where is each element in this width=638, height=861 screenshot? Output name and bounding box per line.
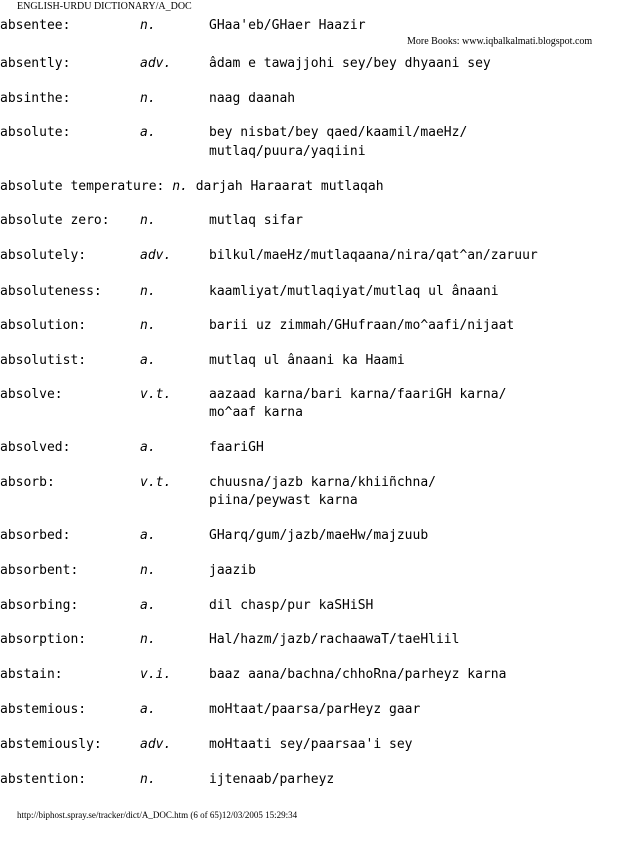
entry-pos: n.	[140, 772, 156, 787]
entry-word: absolute temperature:	[0, 179, 165, 194]
entry-word: absinthe:	[0, 91, 71, 106]
entry-pos: n.	[140, 563, 156, 578]
entry-definition: mutlaq ul ânaani ka Haami	[209, 353, 405, 368]
entry-definition-continued: mo^aaf karna	[209, 405, 303, 420]
entry-pos: n.	[140, 91, 156, 106]
entry-word: abstemious:	[0, 702, 87, 717]
entry-pos: adv.	[140, 56, 172, 71]
entry-word: absolutist:	[0, 353, 87, 368]
entry-definition: kaamliyat/mutlaqiyat/mutlaq ul ânaani	[209, 284, 499, 299]
entry-definition: mutlaq sifar	[209, 213, 303, 228]
entry-definition-continued: piina/peywast karna	[209, 493, 358, 508]
page-footer-url: http://biphost.spray.se/tracker/dict/A_DOC.htm (6 of 65)12/03/2005 15:29:34	[17, 810, 298, 820]
entry-pos: adv.	[140, 248, 172, 263]
entry-definition: bilkul/maeHz/mutlaqaana/nira/qat^an/zaruur	[209, 248, 538, 263]
entry-word: absorption:	[0, 632, 87, 647]
entry-pos: a.	[140, 353, 156, 368]
entry-pos: a.	[140, 702, 156, 717]
entry-definition: baaz aana/bachna/chhoRna/parheyz karna	[209, 667, 507, 682]
entry-pos: a.	[140, 440, 156, 455]
entry-definition: GHaa'eb/GHaer Haazir	[209, 18, 366, 33]
dictionary-entry	[0, 178, 638, 196]
entry-pos: a.	[140, 598, 156, 613]
entry-word: absolute zero:	[0, 213, 110, 228]
entry-pos: n.	[140, 284, 156, 299]
entry-word: absorbed:	[0, 528, 71, 543]
entry-definition: dil chasp/pur kaSHiSH	[209, 598, 374, 613]
entry-word: absorb:	[0, 475, 55, 490]
entry-definition: GHarq/gum/jazb/maeHw/majzuub	[209, 528, 429, 543]
entry-definition: âdam e tawajjohi sey/bey dhyaani sey	[209, 56, 491, 71]
entry-pos: n.	[140, 213, 156, 228]
entry-pos: n.	[172, 179, 188, 194]
entry-word: absolved:	[0, 440, 71, 455]
entry-definition: jaazib	[209, 563, 256, 578]
entry-pos: a.	[140, 125, 156, 140]
entry-definition: faariGH	[209, 440, 264, 455]
entry-pos: n.	[140, 18, 156, 33]
entry-word: absolution:	[0, 318, 87, 333]
entry-definition: Hal/hazm/jazb/rachaawaT/taeHliil	[209, 632, 460, 647]
entry-pos: n.	[140, 318, 156, 333]
entry-word: absentee:	[0, 18, 71, 33]
entry-word: absolve:	[0, 387, 63, 402]
entry-definition: barii uz zimmah/GHufraan/mo^aafi/nijaat	[209, 318, 515, 333]
entry-pos: a.	[140, 528, 156, 543]
entry-definition: naag daanah	[209, 91, 296, 106]
entry-word: absently:	[0, 56, 71, 71]
entry-definition-continued: mutlaq/puura/yaqiini	[209, 144, 366, 159]
entry-word: absolute:	[0, 125, 71, 140]
entry-pos: v.i.	[140, 667, 172, 682]
entry-definition: aazaad karna/bari karna/faariGH karna/	[209, 387, 507, 402]
document-header: ENGLISH-URDU DICTIONARY/A_DOC	[17, 1, 192, 12]
entry-word: abstention:	[0, 772, 87, 787]
entry-word: absorbing:	[0, 598, 79, 613]
entry-pos: n.	[140, 632, 156, 647]
entry-definition: chuusna/jazb karna/khiiñchna/	[209, 475, 436, 490]
entry-definition: moHtaat/paarsa/parHeyz gaar	[209, 702, 421, 717]
entry-definition: darjah Haraarat mutlaqah	[195, 179, 384, 194]
entry-pos: v.t.	[140, 475, 172, 490]
entry-pos: adv.	[140, 737, 172, 752]
entry-definition: ijtenaab/parheyz	[209, 772, 335, 787]
entry-pos: v.t.	[140, 387, 172, 402]
entry-word: absoluteness:	[0, 284, 102, 299]
entry-definition: bey nisbat/bey qaed/kaamil/maeHz/	[209, 125, 468, 140]
promo-text: More Books: www.iqbalkalmati.blogspot.com	[407, 36, 593, 47]
entry-word: abstemiously:	[0, 737, 102, 752]
entry-word: absolutely:	[0, 248, 87, 263]
entry-word: absorbent:	[0, 563, 79, 578]
entry-word: abstain:	[0, 667, 63, 682]
entry-definition: moHtaati sey/paarsaa'i sey	[209, 737, 413, 752]
